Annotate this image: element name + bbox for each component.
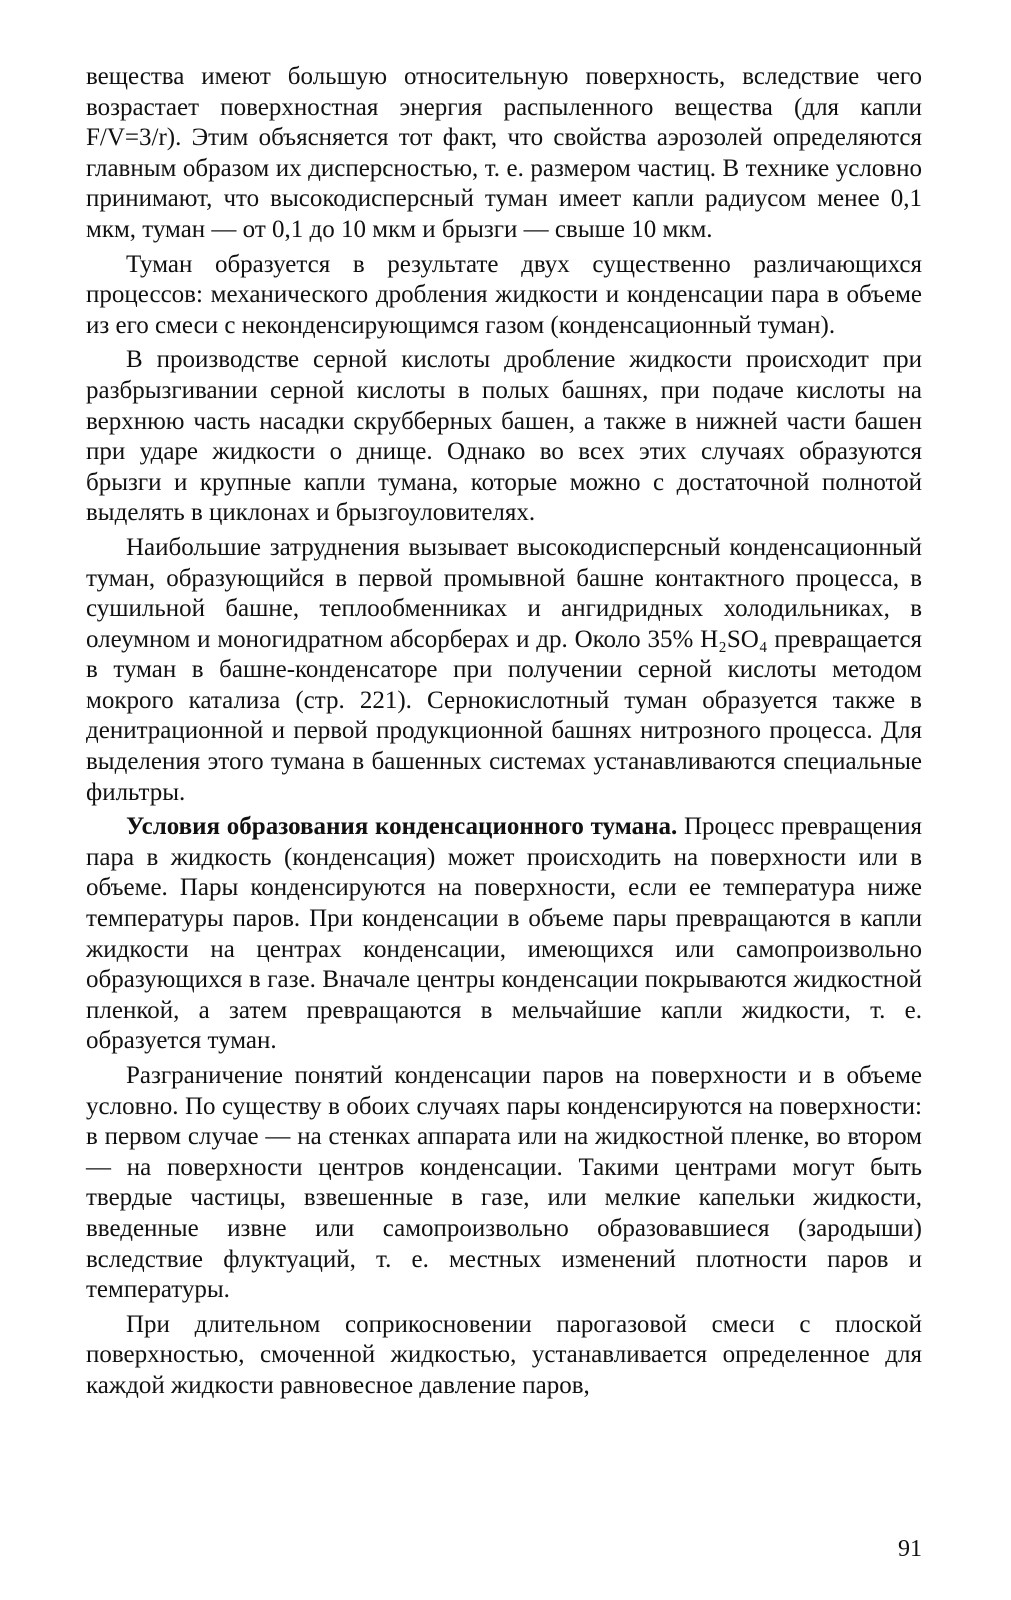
paragraph-equilibrium-pressure: При длительном соприкосновении парогазовой смеси с плоской поверхностью, смоченной жидкостью, устанавливается определенное для каждой жидкости равновесное давление паров, [86, 1310, 922, 1399]
paragraph-aerosol-dispersity: вещества имеют большую относительную поверхность, вследствие чего возрастает поверхностная энергия распыленного вещества (для капли F/V=3/r). Этим объясняется тот факт, что свойства аэрозолей определяются главным образом их дисперсностью, т. е. размером частиц. В технике условно принимают, что высокодисперсный туман имеет капли радиусом менее 0,1 мкм, туман — от 0,1 до 10 мкм и брызги — свыше 10 мкм. [86, 63, 922, 243]
page-number: 91 [898, 1536, 922, 1562]
section-heading: Условия образования конденсационного тумана. [126, 813, 678, 841]
paragraph-sulfuric-acid-production: В производстве серной кислоты дробление жидкости происходит при разбрызгивании серной кислоты в полых башнях, при подаче кислоты на верхнюю часть насадки скрубберных башен, а также в нижней части башен при ударе жидкости о днище. Однако во всех этих случаях образуются брызги и крупные капли тумана, которые можно с достаточной полнотой выделять в циклонах и брызгоуловителях. [86, 346, 922, 527]
paragraph-surface-volume-distinction: Разграничение понятий конденсации паров на поверхности и в объеме условно. По существу в обоих случаях пары конденсируются на поверхности: в первом случае — на стенках аппарата или на жидкостной пленке, во втором — на поверхности центров конденсации. Такими центрами могут быть твердые частицы, взвешенные в газе, или мелкие капельки жидкости, введенные извне или самопроизвольно образовавшиеся (зародыши) вследствие флуктуаций, т. е. местных изменений плотности паров и температуры. [86, 1062, 922, 1304]
paragraph-fog-formation: Туман образуется в результате двух существенно различающихся процессов: механического дробления жидкости и конденсации пара в объеме из его смеси с неконденсирующимся газом (конденсационный туман). [86, 250, 922, 339]
body-text [86, 62, 922, 1402]
paragraph-condensation-conditions [86, 812, 922, 1057]
paragraph-condensation-fog-difficulties: Наибольшие затруднения вызывает высокодисперсный конденсационный туман, образующийся в первой промывной башне контактного процесса, в сушильной башне, теплообменниках и ангидридных холодильниках, в олеумном и моногидратном абсорберах и др. Около 35% H₂SO₄ превращается в туман в башне-конденсаторе при получении серной кислоты методом мокрого катализа (стр. 221). Сернокислотный туман образуется также в денитрационной и первой продукционной башнях нитрозного процесса. Для выделения этого тумана в башенных системах устанавливаются специальные фильтры. [86, 533, 922, 806]
section-text: Процесс превращения пара в жидкость (конденсация) может происходить на поверхности или в объеме. Пары конденсируются на поверхности, если ее температура ниже температуры паров. При конденсации в объеме пары превращаются в капли жидкости на центрах конденсации, имеющихся или самопроизвольно образующихся в газе. Вначале центры конденсации покрываются жидкостной пленкой, а затем превращаются в мельчайшие капли жидкости, т. е. образуется туман. [86, 813, 922, 1055]
